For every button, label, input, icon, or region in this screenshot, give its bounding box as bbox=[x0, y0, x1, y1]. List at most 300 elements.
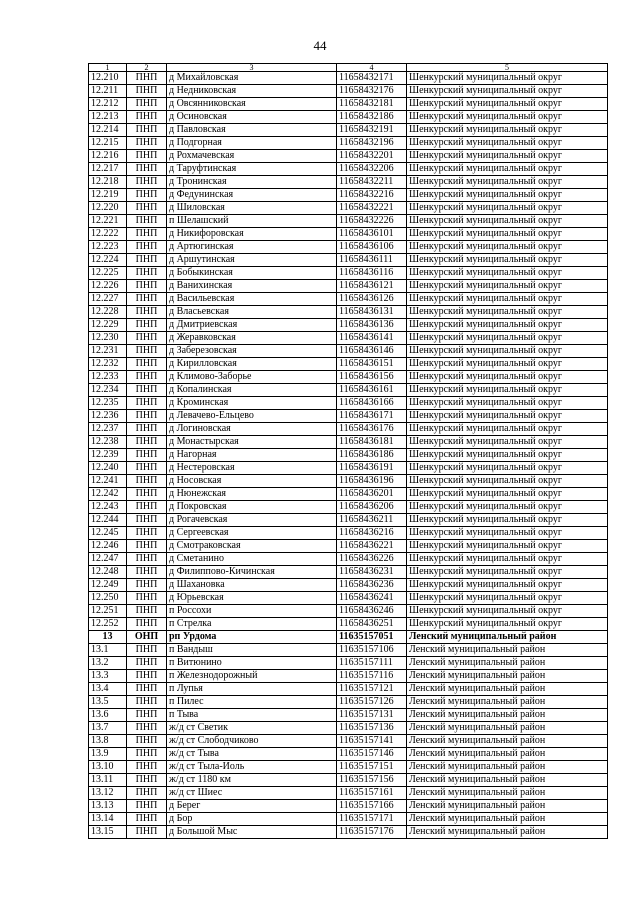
row-number: 12.251 bbox=[89, 605, 127, 618]
oktmo-code: 11658436231 bbox=[337, 566, 407, 579]
settlement-name: д Климово-Заборье bbox=[167, 371, 337, 384]
settlement-name: д Аршутинская bbox=[167, 254, 337, 267]
table-row bbox=[89, 384, 608, 397]
column-header: 2 bbox=[127, 64, 167, 72]
municipality-name: Ленский муниципальный район bbox=[407, 748, 608, 761]
municipality-name: Шенкурский муниципальный округ bbox=[407, 176, 608, 189]
row-number: 12.226 bbox=[89, 280, 127, 293]
municipality-name: Шенкурский муниципальный округ bbox=[407, 254, 608, 267]
settlement-name: д Большой Мыс bbox=[167, 826, 337, 839]
row-number: 12.232 bbox=[89, 358, 127, 371]
settlement-type: ПНП bbox=[127, 475, 167, 488]
municipality-name: Шенкурский муниципальный округ bbox=[407, 111, 608, 124]
oktmo-code: 11658436121 bbox=[337, 280, 407, 293]
oktmo-code: 11635157051 bbox=[337, 631, 407, 644]
settlement-type: ПНП bbox=[127, 293, 167, 306]
municipality-name: Шенкурский муниципальный округ bbox=[407, 397, 608, 410]
table-row bbox=[89, 72, 608, 85]
oktmo-code: 11658436186 bbox=[337, 449, 407, 462]
oktmo-code: 11658436196 bbox=[337, 475, 407, 488]
settlement-type: ПНП bbox=[127, 462, 167, 475]
table-row bbox=[89, 228, 608, 241]
settlement-name: д Юрьевская bbox=[167, 592, 337, 605]
settlement-name: п Лупья bbox=[167, 683, 337, 696]
settlement-name: д Нестеровская bbox=[167, 462, 337, 475]
oktmo-code: 11658436136 bbox=[337, 319, 407, 332]
municipality-name: Ленский муниципальный район bbox=[407, 787, 608, 800]
settlement-type: ПНП bbox=[127, 124, 167, 137]
row-number: 13.3 bbox=[89, 670, 127, 683]
row-number: 12.247 bbox=[89, 553, 127, 566]
municipality-name: Шенкурский муниципальный округ bbox=[407, 306, 608, 319]
row-number: 12.211 bbox=[89, 85, 127, 98]
settlement-name: п Пилес bbox=[167, 696, 337, 709]
row-number: 12.243 bbox=[89, 501, 127, 514]
oktmo-code: 11658436106 bbox=[337, 241, 407, 254]
settlement-name: д Филиппово-Кичинская bbox=[167, 566, 337, 579]
settlement-type: ПНП bbox=[127, 332, 167, 345]
table-body bbox=[89, 72, 608, 839]
settlement-type: ПНП bbox=[127, 150, 167, 163]
settlement-name: д Ванихинская bbox=[167, 280, 337, 293]
settlement-name: д Нагорная bbox=[167, 449, 337, 462]
oktmo-code: 11635157136 bbox=[337, 722, 407, 735]
oktmo-code: 11635157146 bbox=[337, 748, 407, 761]
row-number: 13.8 bbox=[89, 735, 127, 748]
oktmo-code: 11658436141 bbox=[337, 332, 407, 345]
oktmo-code: 11658436171 bbox=[337, 410, 407, 423]
municipality-name: Ленский муниципальный район bbox=[407, 735, 608, 748]
oktmo-code: 11658436226 bbox=[337, 553, 407, 566]
row-number: 13.6 bbox=[89, 709, 127, 722]
municipality-name: Шенкурский муниципальный округ bbox=[407, 228, 608, 241]
municipality-name: Ленский муниципальный район bbox=[407, 696, 608, 709]
municipality-name: Шенкурский муниципальный округ bbox=[407, 267, 608, 280]
row-number: 12.244 bbox=[89, 514, 127, 527]
table-row bbox=[89, 306, 608, 319]
column-header: 5 bbox=[407, 64, 608, 72]
settlement-type: ПНП bbox=[127, 566, 167, 579]
settlement-type: ПНП bbox=[127, 267, 167, 280]
row-number: 13.7 bbox=[89, 722, 127, 735]
settlement-name: ж/д ст Тыва bbox=[167, 748, 337, 761]
oktmo-code: 11658432201 bbox=[337, 150, 407, 163]
row-number: 12.248 bbox=[89, 566, 127, 579]
oktmo-code: 11658432181 bbox=[337, 98, 407, 111]
table-row bbox=[89, 215, 608, 228]
settlement-type: ПНП bbox=[127, 449, 167, 462]
settlement-name: д Носовская bbox=[167, 475, 337, 488]
settlement-name: п Витюнино bbox=[167, 657, 337, 670]
row-number: 13 bbox=[89, 631, 127, 644]
oktmo-code: 11658436191 bbox=[337, 462, 407, 475]
table-row bbox=[89, 826, 608, 839]
oktmo-code: 11635157141 bbox=[337, 735, 407, 748]
column-header: 4 bbox=[337, 64, 407, 72]
settlement-type: ПНП bbox=[127, 384, 167, 397]
municipality-name: Ленский муниципальный район bbox=[407, 761, 608, 774]
municipality-name: Шенкурский муниципальный округ bbox=[407, 345, 608, 358]
table-row bbox=[89, 371, 608, 384]
settlement-name: ж/д ст Тыла-Иоль bbox=[167, 761, 337, 774]
municipality-name: Шенкурский муниципальный округ bbox=[407, 423, 608, 436]
oktmo-code: 11658432196 bbox=[337, 137, 407, 150]
table-row bbox=[89, 189, 608, 202]
oktmo-code: 11658436161 bbox=[337, 384, 407, 397]
oktmo-code: 11658432206 bbox=[337, 163, 407, 176]
settlement-name: д Рохмачевская bbox=[167, 150, 337, 163]
settlement-name: п Россохи bbox=[167, 605, 337, 618]
row-number: 12.220 bbox=[89, 202, 127, 215]
municipality-name: Ленский муниципальный район bbox=[407, 826, 608, 839]
settlement-name: д Монастырская bbox=[167, 436, 337, 449]
oktmo-code: 11658436146 bbox=[337, 345, 407, 358]
settlement-type: ПНП bbox=[127, 657, 167, 670]
oktmo-code: 11658436151 bbox=[337, 358, 407, 371]
municipality-name: Шенкурский муниципальный округ bbox=[407, 475, 608, 488]
settlement-name: д Михайловская bbox=[167, 72, 337, 85]
oktmo-code: 11658436241 bbox=[337, 592, 407, 605]
municipality-name: Ленский муниципальный район bbox=[407, 631, 608, 644]
settlement-name: д Кирилловская bbox=[167, 358, 337, 371]
settlement-name: д Тронинская bbox=[167, 176, 337, 189]
row-number: 12.218 bbox=[89, 176, 127, 189]
oktmo-code: 11635157131 bbox=[337, 709, 407, 722]
oktmo-code: 11635157176 bbox=[337, 826, 407, 839]
table-row bbox=[89, 488, 608, 501]
row-number: 12.228 bbox=[89, 306, 127, 319]
row-number: 12.225 bbox=[89, 267, 127, 280]
table-row bbox=[89, 527, 608, 540]
table-row bbox=[89, 696, 608, 709]
row-number: 12.237 bbox=[89, 423, 127, 436]
row-number: 12.227 bbox=[89, 293, 127, 306]
municipality-name: Ленский муниципальный район bbox=[407, 774, 608, 787]
settlement-type: ПНП bbox=[127, 163, 167, 176]
municipality-name: Шенкурский муниципальный округ bbox=[407, 605, 608, 618]
municipality-name: Шенкурский муниципальный округ bbox=[407, 527, 608, 540]
row-number: 12.238 bbox=[89, 436, 127, 449]
municipality-name: Ленский муниципальный район bbox=[407, 800, 608, 813]
settlement-name: д Васильевская bbox=[167, 293, 337, 306]
row-number: 13.9 bbox=[89, 748, 127, 761]
settlement-type: ПНП bbox=[127, 345, 167, 358]
settlement-name: д Осиновская bbox=[167, 111, 337, 124]
settlement-name: д Рогачевская bbox=[167, 514, 337, 527]
municipality-name: Шенкурский муниципальный округ bbox=[407, 436, 608, 449]
table-row bbox=[89, 85, 608, 98]
oktmo-code: 11658436201 bbox=[337, 488, 407, 501]
oktmo-code: 11635157171 bbox=[337, 813, 407, 826]
oktmo-code: 11635157166 bbox=[337, 800, 407, 813]
oktmo-code: 11635157106 bbox=[337, 644, 407, 657]
oktmo-code: 11658432211 bbox=[337, 176, 407, 189]
table-row bbox=[89, 293, 608, 306]
table-row bbox=[89, 722, 608, 735]
settlement-type: ПНП bbox=[127, 761, 167, 774]
settlement-name: д Овсянниковская bbox=[167, 98, 337, 111]
municipality-name: Шенкурский муниципальный округ bbox=[407, 98, 608, 111]
table-row bbox=[89, 813, 608, 826]
municipality-name: Шенкурский муниципальный округ bbox=[407, 85, 608, 98]
municipality-name: Шенкурский муниципальный округ bbox=[407, 410, 608, 423]
municipality-name: Шенкурский муниципальный округ bbox=[407, 215, 608, 228]
table-row bbox=[89, 358, 608, 371]
row-number: 12.234 bbox=[89, 384, 127, 397]
table-row bbox=[89, 670, 608, 683]
settlement-type: ПНП bbox=[127, 696, 167, 709]
table-row bbox=[89, 254, 608, 267]
oktmo-code: 11658436126 bbox=[337, 293, 407, 306]
settlement-name: д Покровская bbox=[167, 501, 337, 514]
row-number: 12.231 bbox=[89, 345, 127, 358]
municipality-name: Шенкурский муниципальный округ bbox=[407, 566, 608, 579]
settlement-type: ПНП bbox=[127, 111, 167, 124]
row-number: 12.241 bbox=[89, 475, 127, 488]
settlement-type: ПНП bbox=[127, 800, 167, 813]
table-row bbox=[89, 124, 608, 137]
municipality-name: Шенкурский муниципальный округ bbox=[407, 280, 608, 293]
municipality-name: Ленский муниципальный район bbox=[407, 709, 608, 722]
table-row bbox=[89, 98, 608, 111]
oktmo-code: 11658436236 bbox=[337, 579, 407, 592]
table-row bbox=[89, 241, 608, 254]
settlement-name: п Шелашский bbox=[167, 215, 337, 228]
settlement-type: ПНП bbox=[127, 579, 167, 592]
table-row bbox=[89, 709, 608, 722]
settlement-name: п Тыва bbox=[167, 709, 337, 722]
row-number: 12.214 bbox=[89, 124, 127, 137]
settlement-type: ПНП bbox=[127, 358, 167, 371]
settlement-type: ПНП bbox=[127, 254, 167, 267]
row-number: 12.229 bbox=[89, 319, 127, 332]
column-header: 1 bbox=[89, 64, 127, 72]
settlement-type: ПНП bbox=[127, 735, 167, 748]
row-number: 13.5 bbox=[89, 696, 127, 709]
municipality-name: Шенкурский муниципальный округ bbox=[407, 384, 608, 397]
oktmo-code: 11658432191 bbox=[337, 124, 407, 137]
table-row bbox=[89, 735, 608, 748]
municipality-name: Шенкурский муниципальный округ bbox=[407, 189, 608, 202]
municipality-name: Шенкурский муниципальный округ bbox=[407, 592, 608, 605]
municipality-name: Ленский муниципальный район bbox=[407, 813, 608, 826]
table-row bbox=[89, 475, 608, 488]
oktmo-code: 11658432176 bbox=[337, 85, 407, 98]
row-number: 12.250 bbox=[89, 592, 127, 605]
row-number: 12.236 bbox=[89, 410, 127, 423]
table-row bbox=[89, 579, 608, 592]
settlement-type: ПНП bbox=[127, 488, 167, 501]
settlement-type: ПНП bbox=[127, 189, 167, 202]
oktmo-code: 11658436156 bbox=[337, 371, 407, 384]
row-number: 13.10 bbox=[89, 761, 127, 774]
table-row bbox=[89, 202, 608, 215]
municipality-name: Шенкурский муниципальный округ bbox=[407, 124, 608, 137]
row-number: 12.219 bbox=[89, 189, 127, 202]
settlement-name: д Шахановка bbox=[167, 579, 337, 592]
settlement-type: ПНП bbox=[127, 722, 167, 735]
oktmo-code: 11658432226 bbox=[337, 215, 407, 228]
municipality-name: Шенкурский муниципальный округ bbox=[407, 319, 608, 332]
municipality-name: Шенкурский муниципальный округ bbox=[407, 501, 608, 514]
row-number: 13.11 bbox=[89, 774, 127, 787]
settlement-name: д Бобыкинская bbox=[167, 267, 337, 280]
column-header: 3 bbox=[167, 64, 337, 72]
settlement-type: ПНП bbox=[127, 683, 167, 696]
oktmo-code: 11658436176 bbox=[337, 423, 407, 436]
settlement-name: д Сергеевская bbox=[167, 527, 337, 540]
oktmo-code: 11635157116 bbox=[337, 670, 407, 683]
municipality-name: Шенкурский муниципальный округ bbox=[407, 371, 608, 384]
settlement-name: д Дмитриевская bbox=[167, 319, 337, 332]
municipality-name: Шенкурский муниципальный округ bbox=[407, 72, 608, 85]
settlement-type: ПНП bbox=[127, 605, 167, 618]
settlement-name: д Сметанино bbox=[167, 553, 337, 566]
settlement-name: д Заберезовская bbox=[167, 345, 337, 358]
settlement-name: ж/д ст 1180 км bbox=[167, 774, 337, 787]
row-number: 12.222 bbox=[89, 228, 127, 241]
settlement-name: д Власьевская bbox=[167, 306, 337, 319]
settlement-type: ПНП bbox=[127, 813, 167, 826]
settlement-name: д Никифоровская bbox=[167, 228, 337, 241]
settlement-name: ж/д ст Светик bbox=[167, 722, 337, 735]
column-number-row bbox=[89, 64, 608, 72]
row-number: 12.217 bbox=[89, 163, 127, 176]
municipality-name: Шенкурский муниципальный округ bbox=[407, 150, 608, 163]
table-row bbox=[89, 176, 608, 189]
municipality-name: Шенкурский муниципальный округ bbox=[407, 540, 608, 553]
table-row bbox=[89, 267, 608, 280]
table-row bbox=[89, 423, 608, 436]
table-row bbox=[89, 436, 608, 449]
row-number: 13.2 bbox=[89, 657, 127, 670]
settlement-type: ПНП bbox=[127, 501, 167, 514]
municipality-name: Шенкурский муниципальный округ bbox=[407, 202, 608, 215]
oktmo-code: 11658436251 bbox=[337, 618, 407, 631]
table-row bbox=[89, 449, 608, 462]
settlement-type: ПНП bbox=[127, 748, 167, 761]
municipality-name: Шенкурский муниципальный округ bbox=[407, 293, 608, 306]
municipality-name: Ленский муниципальный район bbox=[407, 644, 608, 657]
settlement-name: д Павловская bbox=[167, 124, 337, 137]
row-number: 13.15 bbox=[89, 826, 127, 839]
row-number: 12.245 bbox=[89, 527, 127, 540]
settlement-name: д Шиловская bbox=[167, 202, 337, 215]
settlement-name: рп Урдома bbox=[167, 631, 337, 644]
settlement-type: ПНП bbox=[127, 592, 167, 605]
page-number: 44 bbox=[313, 38, 327, 53]
settlement-type: ПНП bbox=[127, 137, 167, 150]
row-number: 13.1 bbox=[89, 644, 127, 657]
oktmo-code: 11635157161 bbox=[337, 787, 407, 800]
table-row bbox=[89, 397, 608, 410]
settlement-name: д Таруфтинская bbox=[167, 163, 337, 176]
settlement-type: ПНП bbox=[127, 540, 167, 553]
oktmo-code: 11658436181 bbox=[337, 436, 407, 449]
municipality-name: Ленский муниципальный район bbox=[407, 683, 608, 696]
table-row bbox=[89, 345, 608, 358]
row-number: 12.233 bbox=[89, 371, 127, 384]
table-row bbox=[89, 800, 608, 813]
oktmo-code: 11635157156 bbox=[337, 774, 407, 787]
settlements-table bbox=[88, 63, 608, 839]
municipality-name: Шенкурский муниципальный округ bbox=[407, 462, 608, 475]
row-number: 12.223 bbox=[89, 241, 127, 254]
row-number: 12.239 bbox=[89, 449, 127, 462]
oktmo-code: 11658432221 bbox=[337, 202, 407, 215]
settlement-name: ж/д ст Шиес bbox=[167, 787, 337, 800]
table-row bbox=[89, 163, 608, 176]
table-row bbox=[89, 319, 608, 332]
settlement-type: ПНП bbox=[127, 228, 167, 241]
oktmo-code: 11658436221 bbox=[337, 540, 407, 553]
oktmo-code: 11658436111 bbox=[337, 254, 407, 267]
municipality-name: Шенкурский муниципальный округ bbox=[407, 358, 608, 371]
row-number: 13.12 bbox=[89, 787, 127, 800]
settlement-type: ПНП bbox=[127, 787, 167, 800]
table-row bbox=[89, 553, 608, 566]
table-row bbox=[89, 657, 608, 670]
municipality-name: Шенкурский муниципальный округ bbox=[407, 618, 608, 631]
settlement-name: д Левачево-Ельцево bbox=[167, 410, 337, 423]
table-row bbox=[89, 774, 608, 787]
table-row bbox=[89, 111, 608, 124]
row-number: 12.216 bbox=[89, 150, 127, 163]
settlement-name: д Смотраковская bbox=[167, 540, 337, 553]
settlement-name: д Подгорная bbox=[167, 137, 337, 150]
municipality-name: Ленский муниципальный район bbox=[407, 670, 608, 683]
settlement-type: ПНП bbox=[127, 644, 167, 657]
settlement-name: п Вандыш bbox=[167, 644, 337, 657]
row-number: 12.235 bbox=[89, 397, 127, 410]
table-row bbox=[89, 592, 608, 605]
row-number: 13.4 bbox=[89, 683, 127, 696]
oktmo-code: 11658436216 bbox=[337, 527, 407, 540]
settlement-type: ПНП bbox=[127, 553, 167, 566]
table-row bbox=[89, 501, 608, 514]
settlement-type: ПНП bbox=[127, 397, 167, 410]
municipality-name: Шенкурский муниципальный округ bbox=[407, 137, 608, 150]
table-row bbox=[89, 462, 608, 475]
row-number: 12.240 bbox=[89, 462, 127, 475]
settlement-name: д Артюгинская bbox=[167, 241, 337, 254]
row-number: 12.221 bbox=[89, 215, 127, 228]
settlement-type: ОНП bbox=[127, 631, 167, 644]
oktmo-code: 11658432186 bbox=[337, 111, 407, 124]
municipality-name: Шенкурский муниципальный округ bbox=[407, 449, 608, 462]
settlement-name: д Федунинская bbox=[167, 189, 337, 202]
settlement-type: ПНП bbox=[127, 410, 167, 423]
table-row bbox=[89, 787, 608, 800]
oktmo-code: 11658432171 bbox=[337, 72, 407, 85]
table-row bbox=[89, 137, 608, 150]
municipality-name: Ленский муниципальный район bbox=[407, 657, 608, 670]
oktmo-code: 11658436166 bbox=[337, 397, 407, 410]
table-row bbox=[89, 332, 608, 345]
table-row bbox=[89, 514, 608, 527]
row-number: 13.13 bbox=[89, 800, 127, 813]
settlement-type: ПНП bbox=[127, 527, 167, 540]
table-row bbox=[89, 410, 608, 423]
table-row bbox=[89, 566, 608, 579]
row-number: 12.224 bbox=[89, 254, 127, 267]
municipality-name: Шенкурский муниципальный округ bbox=[407, 579, 608, 592]
settlement-type: ПНП bbox=[127, 85, 167, 98]
table-row bbox=[89, 761, 608, 774]
settlement-name: д Нюнежская bbox=[167, 488, 337, 501]
row-number: 12.246 bbox=[89, 540, 127, 553]
settlement-type: ПНП bbox=[127, 774, 167, 787]
